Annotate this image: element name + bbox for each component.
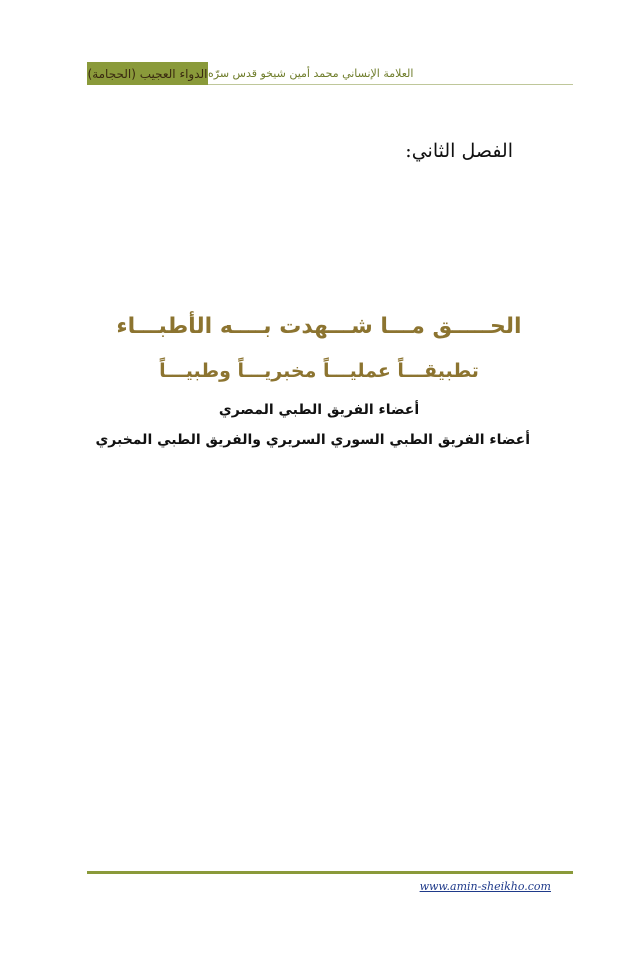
page-header [87, 62, 573, 85]
main-title: الحـــــق مـــا شـــهدت بــــه الأطبـــاء [116, 314, 522, 339]
chapter-title: الفصل الثاني: [405, 140, 513, 162]
sub-title: تطبيقـــاً عمليـــاً مخبريـــاً وطبيـــاً [159, 360, 479, 382]
footer-divider [87, 871, 573, 874]
header-book-title: الدواء العجيب (الحجامة) [87, 62, 208, 85]
egyptian-team-line: أعضاء الفريق الطبي المصري [218, 402, 420, 418]
syrian-team-line: أعضاء الفريق الطبي السوري السريري والفريق الطبي المخبري [95, 432, 530, 448]
footer-website-link[interactable]: www.amin-sheikho.com [419, 880, 551, 893]
header-author: العلامة الإنساني محمد أمين شيخو قدس سرّه [208, 67, 414, 80]
header-underline [208, 84, 573, 85]
